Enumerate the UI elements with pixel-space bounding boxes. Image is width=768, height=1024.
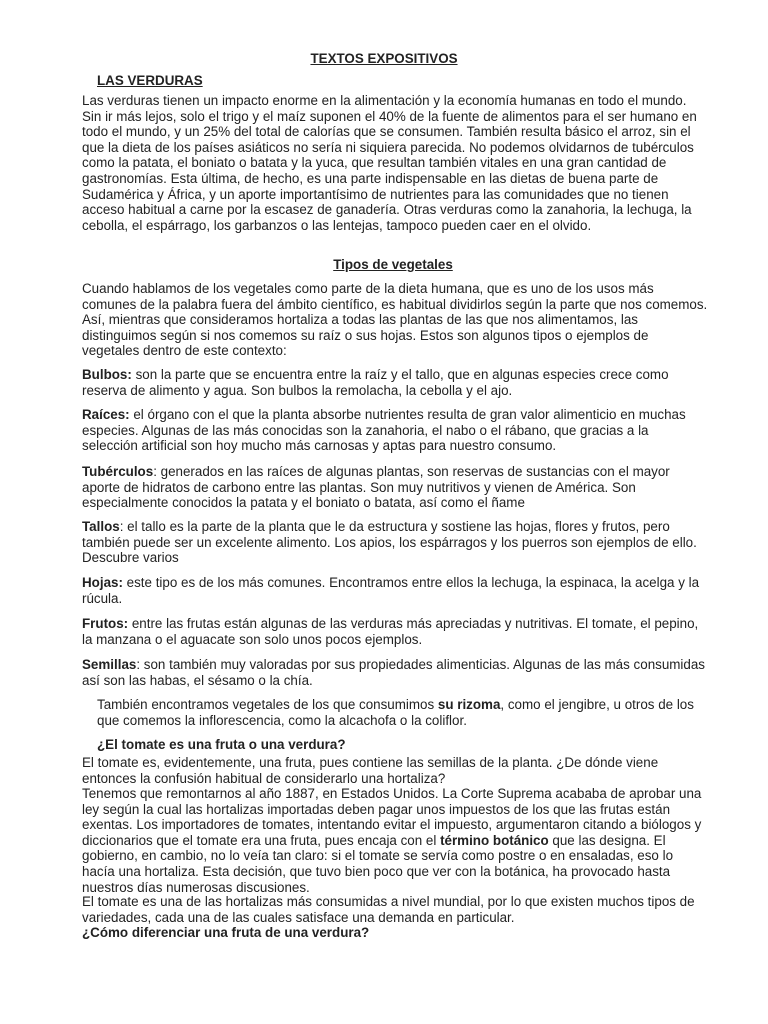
definition-semillas [82,657,708,688]
rizoma-bold: su rizoma [437,697,501,712]
rizoma-text-after: , como el jengibre, u otros de los que comemos la inflorescencia, como la alcachofa o la coliflor. [97,697,694,728]
rizoma-paragraph [97,697,708,728]
definition-text: : el tallo es la parte de la planta que le da estructura y sostiene las hojas, flores y frutos, pero también puede ser un excelente alimento. Los apios, los espárragos y los puerros son ejemplos de ello. Descubre varios [82,519,697,566]
term-bulbos: Bulbos: [82,367,132,382]
term-hojas: Hojas: [82,575,123,590]
term-raices: Raíces: [82,407,130,422]
definition-hojas [82,575,708,606]
term-tallos: Tallos [82,519,120,534]
definition-frutos [82,616,708,647]
question-tomate: ¿El tomate es una fruta o una verdura? [97,737,346,752]
types-intro-paragraph: Cuando hablamos de los vegetales como parte de la dieta humana, que es uno de los usos más comunes de la palabra fuera del ámbito científico, es habitual dividirlos según la parte que nos comemos. Así, mientras que consideramos hortaliza a todas las plantas de las que nos alimentamos, las distinguimos según si nos comemos su raíz o sus hojas. Estos son algunos tipos o ejemplos de vegetales dentro de este contexto: [82,281,708,359]
term-frutos: Frutos: [82,616,129,631]
answer-tomate-paragraph: El tomate es, evidentemente, una fruta, pues contiene las semillas de la planta. ¿De dónde viene entonces la confusión habitual de considerarlo una hortaliza? [82,755,659,786]
history-bold: término botánico [440,832,549,848]
definition-tallos [82,519,708,566]
document-title: TEXTOS EXPOSITIVOS [310,51,458,66]
definition-text: el órgano con el que la planta absorbe nutrientes resulta de gran valor alimenticio en muchas especies. Algunas de las más conocidas son la zanahoria, el nabo o el rábano, que gracias a la selección artificial son hoy mucho más carnosas y aptas para nuestro consumo. [82,407,686,454]
subtitle-tipos: Tipos de vegetales [333,257,453,272]
rizoma-text-before: También encontramos vegetales de los que consumimos [97,697,438,712]
definition-raices [82,407,708,454]
history-text-after: que las designa. El gobierno, en cambio, no lo veía tan claro: si el tomate se servía como postre o en ensaladas, eso lo hacía una hortaliza. Esta decisión, que tuvo bien poco que ver con la botánica, ha provocado hasta nuestros días numerosas discusiones. [82,832,674,895]
question-diferenciar: ¿Cómo diferenciar una fruta de una verdura? [82,925,370,940]
definition-bulbos [82,367,708,398]
definition-text: entre las frutas están algunas de las verduras más apreciadas y nutritivas. El tomate, el pepino, la manzana o el aguacate son solo unos pocos ejemplos. [82,616,699,647]
term-semillas: Semillas [82,657,137,672]
definition-tuberculos [82,464,708,511]
definition-text: este tipo es de los más comunes. Encontramos entre ellos la lechuga, la espinaca, la acelga y la rúcula. [82,575,700,606]
definition-text: son la parte que se encuentra entre la raíz y el tallo, que en algunas especies crece como reserva de alimento y agua. Son bulbos la remolacha, la cebolla y el ajo. [82,367,669,398]
history-paragraph [82,786,708,895]
consumption-paragraph: El tomate es una de las hortalizas más consumidas a nivel mundial, por lo que existen muchos tipos de variedades, cada una de las cuales satisface una demanda en particular. [82,894,695,925]
definition-text: : son también muy valoradas por sus propiedades alimenticias. Algunas de las más consumidas así son las habas, el sésamo o la chía. [82,657,706,688]
history-text-before: Tenemos que remontarnos al año 1887, en Estados Unidos. La Corte Suprema acababa de aprobar una ley según la cual las hortalizas importadas deben pagar unos impuestos de los que las frutas están exentas. Los importadores de tomates, intentando evitar el impuesto, argumentaron citando a biólogos y diccionarios que el tomate era una fruta, pues encaja con el [82,786,702,848]
definition-text: : generados en las raíces de algunas plantas, son reservas de sustancias con el mayor aporte de hidratos de carbono entre las plantas. Son muy nutritivos y vienen de América. Son especialmente conocidos la patata y el boniato o batata, así como el ñame [82,464,670,511]
section-title: LAS VERDURAS [97,73,203,88]
intro-paragraph: Las verduras tienen un impacto enorme en la alimentación y la economía humanas en todo el mundo. Sin ir más lejos, solo el trigo y el maíz suponen el 40% de la fuente de alimentos para el ser humano en todo el mundo, y un 25% del total de calorías que se consumen. También resulta básico el arroz, sin el que la dieta de los países asiáticos no sería ni siquiera parecida. No podemos olvidarnos de tubérculos como la patata, el boniato o batata y la yuca, que resultan también vitales en una gran cantidad de gastronomías. Esta última, de hecho, es una parte indispensable en las dietas de buena parte de Sudamérica y África, y un aporte importantísimo de nutrientes para las comunidades que no tienen acceso habitual a carne por la escasez de ganadería. Otras verduras como la zanahoria, la lechuga, la cebolla, el espárrago, los garbanzos o las lentejas, tampoco pueden caer en el olvido. [82,93,697,233]
term-tuberculos: Tubérculos [82,464,154,479]
